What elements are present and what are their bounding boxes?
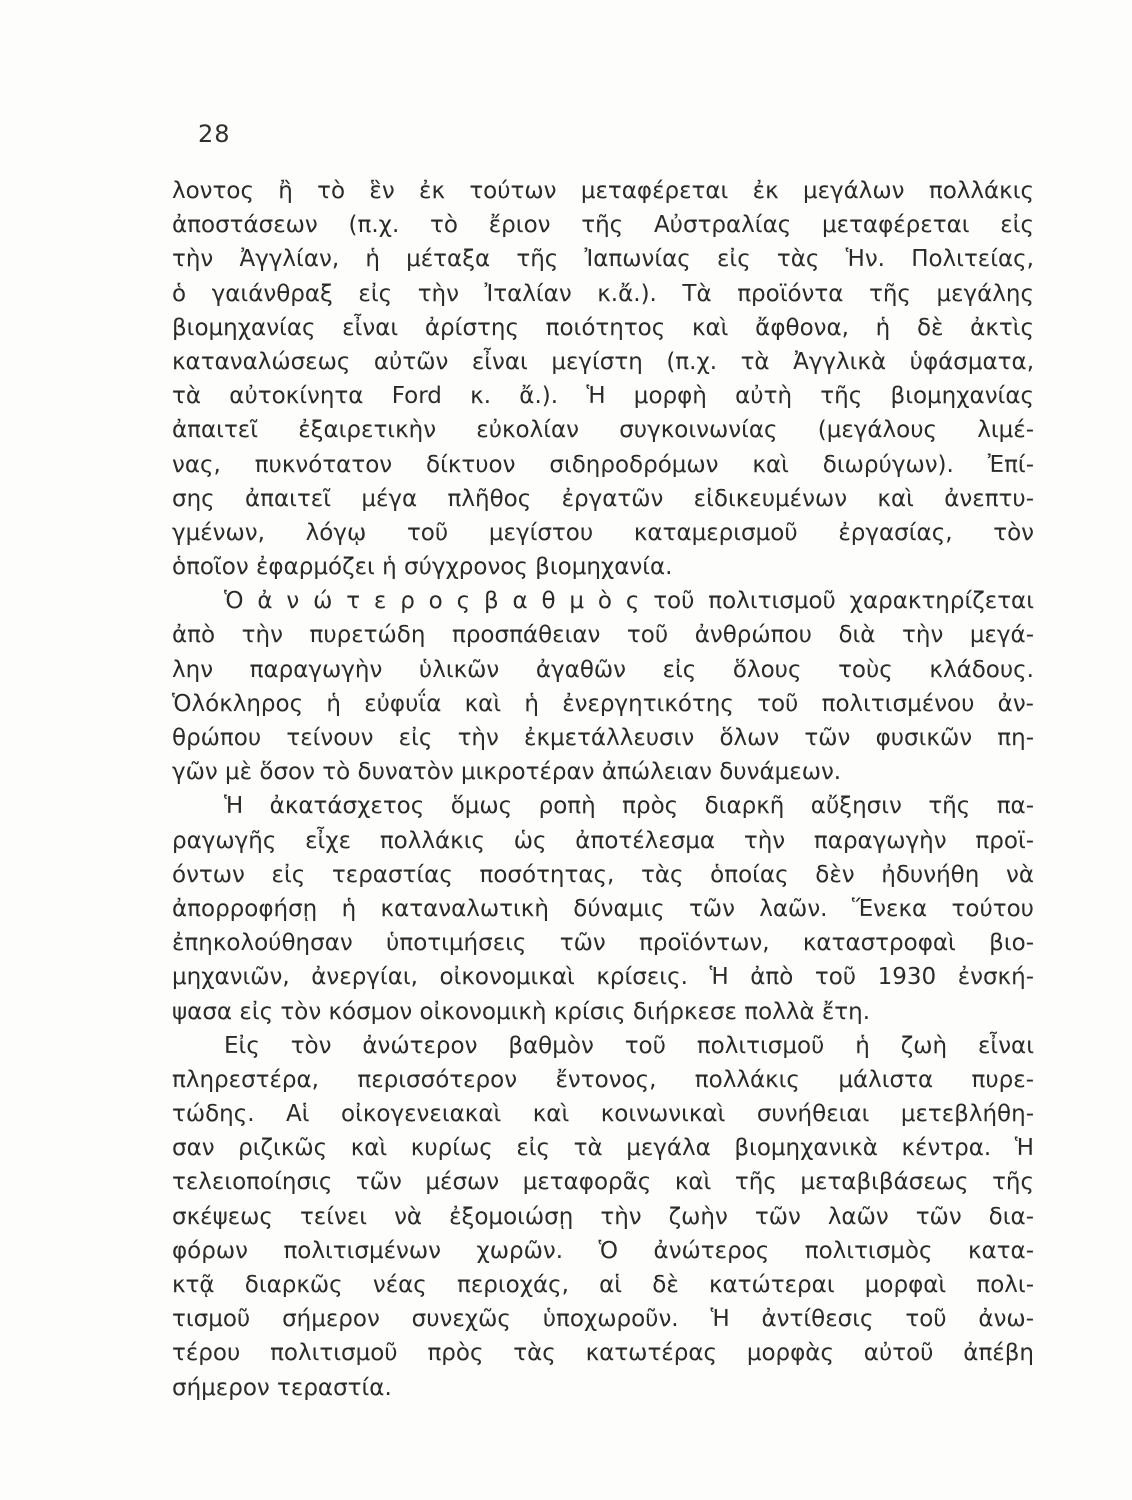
page-number: 28	[198, 120, 231, 148]
body-text	[172, 174, 1034, 1405]
text-line: νας, πυκνότατον δίκτυον σιδηροδρόμων καὶ διωρύγων). Ἐπί-	[172, 451, 1034, 478]
text-line: ἀπαιτεῖ ἐξαιρετικὴν εὐκολίαν συγκοινωνίας (μεγάλους λιμέ-	[172, 417, 1034, 444]
text-line: καταναλώσεως αὐτῶν εἶναι μεγίστη (π.χ. τὰ Ἀγγλικὰ ὑφάσματα,	[172, 348, 1034, 375]
text-line: ὁ γαιάνθραξ εἰς τὴν Ἰταλίαν κ.ἄ.). Τὰ προϊόντα τῆς μεγάλης	[172, 280, 1034, 307]
text-line: θρώπου τείνουν εἰς τὴν ἐκμετάλλευσιν ὅλων τῶν φυσικῶν πη-	[172, 725, 1034, 751]
text-line: σκέψεως τείνει νὰ ἐξομοιώσῃ τὴν ζωὴν τῶν λαῶν τῶν δια-	[172, 1203, 1034, 1230]
text-line: κτᾷ διαρκῶς νέας περιοχάς, αἱ δὲ κατώτεραι μορφαὶ πολι-	[172, 1272, 1034, 1298]
text-line: τέρου πολιτισμοῦ πρὸς τὰς κατωτέρας μορφὰς αὐτοῦ ἀπέβη	[172, 1340, 1034, 1367]
text-line: ἐπηκολούθησαν ὑποτιμήσεις τῶν προϊόντων, καταστροφαὶ βιο-	[172, 930, 1034, 957]
text-line: τὴν Ἀγγλίαν, ἡ μέταξα τῆς Ἰαπωνίας εἰς τὰς Ἡν. Πολιτείας,	[172, 246, 1034, 273]
text-line: βιομηχανίας εἶναι ἀρίστης ποιότητος καὶ ἄφθονα, ἡ δὲ ἀκτὶς	[172, 314, 1034, 341]
text-line: ψασα εἰς τὸν κόσμον οἰκονομικὴ κρίσις διήρκεσε πολλὰ ἔτη.	[172, 998, 871, 1025]
text-line: ραγωγῆς εἶχε πολλάκις ὡς ἀποτέλεσμα τὴν παραγωγὴν προϊ-	[172, 827, 1034, 854]
text-line: τὰ αὐτοκίνητα Ford κ. ἄ.). Ἡ μορφὴ αὐτὴ τῆς βιομηχανίας	[172, 383, 1034, 410]
text-line: λην παραγωγὴν ὑλικῶν ἀγαθῶν εἰς ὅλους τοὺς κλάδους.	[172, 656, 1034, 683]
text-line: λοντος ἢ τὸ ἓν ἐκ τούτων μεταφέρεται ἐκ μεγάλων πολλάκις	[172, 178, 1034, 204]
text-line: γμένων, λόγῳ τοῦ μεγίστου καταμερισμοῦ ἐργασίας, τὸν	[172, 519, 1034, 546]
text-line: σης ἀπαιτεῖ μέγα πλῆθος ἐργατῶν εἰδικευμένων καὶ ἀνεπτυ-	[172, 485, 1034, 512]
text-line: τώδης. Αἱ οἰκογενειακαὶ καὶ κοινωνικαὶ συνήθειαι μετεβλήθη-	[172, 1101, 1034, 1128]
text-line: μηχανιῶν, ἀνεργίαι, οἰκονομικαὶ κρίσεις. Ἡ ἀπὸ τοῦ 1930 ἐνσκή-	[172, 964, 1034, 991]
text-line: ἀπὸ τὴν πυρετώδη προσπάθειαν τοῦ ἀνθρώπου διὰ τὴν μεγά-	[172, 622, 1034, 649]
text-line: τελειοποίησις τῶν μέσων μεταφορᾶς καὶ τῆς μεταβιβάσεως τῆς	[172, 1169, 1034, 1196]
paragraph-start-line: Εἰς τὸν ἀνώτερον βαθμὸν τοῦ πολιτισμοῦ ἡ ζωὴ εἶναι	[224, 1032, 1034, 1059]
text-line: όντων εἰς τεραστίας ποσότητας, τὰς ὁποίας δὲν ἠδυνήθη νὰ	[172, 861, 1034, 888]
text-line: γῶν μὲ ὅσον τὸ δυνατὸν μικροτέραν ἀπώλειαν δυνάμεων.	[172, 759, 842, 786]
text-line: ἀποστάσεων (π.χ. τὸ ἔριον τῆς Αὐστραλίας μεταφέρεται εἰς	[172, 212, 1034, 239]
paragraph-start-line: Ἡ ἀκατάσχετος ὅμως ροπὴ πρὸς διαρκῆ αὔξησιν τῆς πα-	[224, 793, 1034, 820]
text-line: τισμοῦ σήμερον συνεχῶς ὑποχωροῦν. Ἡ ἀντίθεσις τοῦ ἀνω-	[172, 1306, 1034, 1333]
text-line: σαν ριζικῶς καὶ κυρίως εἰς τὰ μεγάλα βιομηχανικὰ κέντρα. Ἡ	[172, 1135, 1034, 1162]
text-line: ὁποῖον ἐφαρμόζει ἡ σύγχρονος βιομηχανία.	[172, 554, 673, 581]
paragraph-start-line: Ὁ ἀ ν ώ τ ε ρ ο ς β α θ μ ὸ ς τοῦ πολιτισμοῦ χαρακτηρίζεται	[224, 588, 1034, 615]
text-line: πληρεστέρα, περισσότερον ἔντονος, πολλάκις μάλιστα πυρε-	[172, 1066, 1034, 1093]
text-line: ἀπορροφήσῃ ἡ καταναλωτικὴ δύναμις τῶν λαῶν. Ἕνεκα τούτου	[172, 895, 1034, 922]
text-line: σήμερον τεραστία.	[172, 1374, 392, 1401]
text-line: φόρων πολιτισμένων χωρῶν. Ὁ ἀνώτερος πολιτισμὸς κατα-	[172, 1237, 1034, 1264]
text-line: Ὁλόκληρος ἡ εὐφυΐα καὶ ἡ ἐνεργητικότης τοῦ πολιτισμένου ἀν-	[172, 690, 1034, 717]
